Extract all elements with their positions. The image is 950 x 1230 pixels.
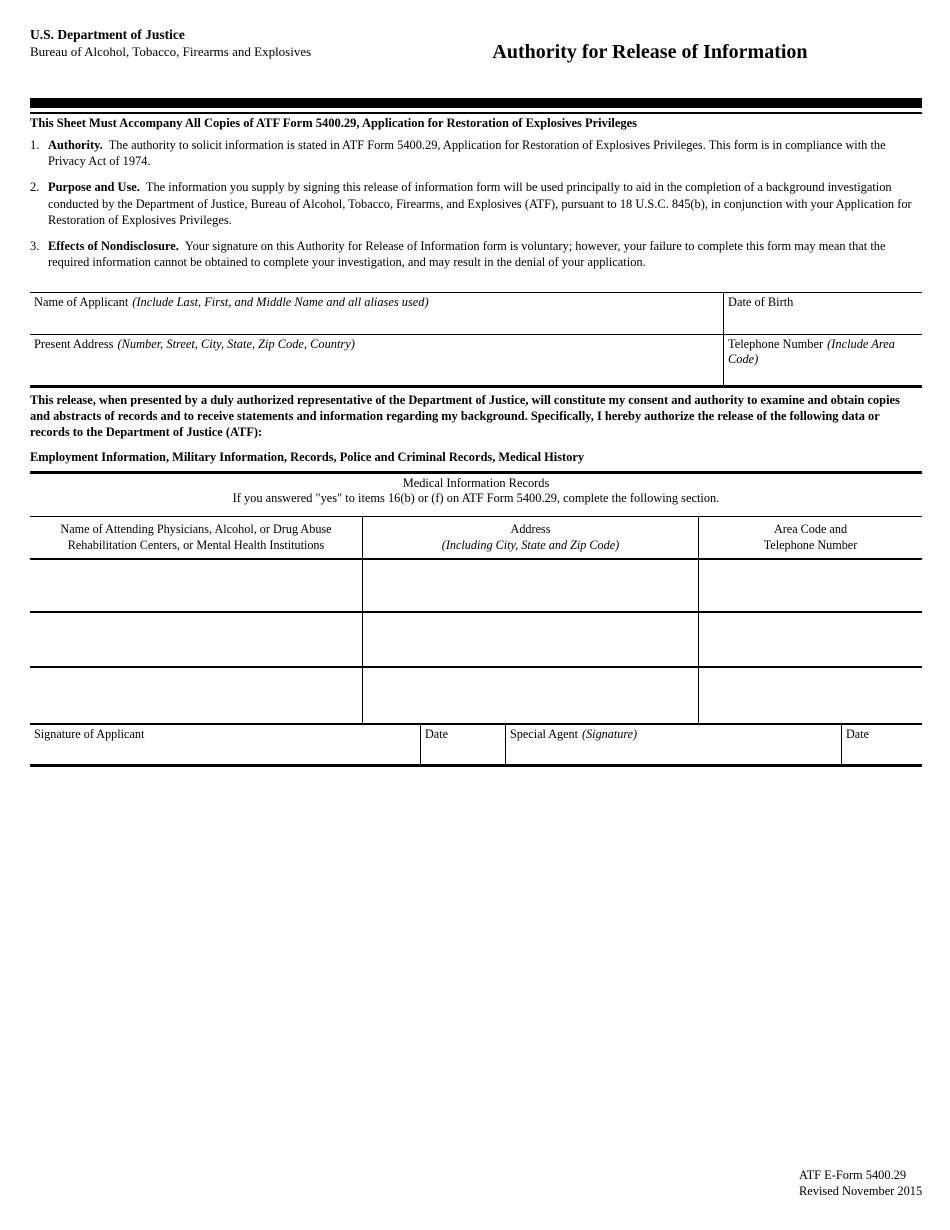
physician-name-cell[interactable] <box>30 668 363 723</box>
instruction-number: 3. <box>30 239 40 254</box>
instruction-text: The information you supply by signing this release of information form will be used principally to aid in the completion of a background investigation conducted by the Department of Justice, Bureau of Alcohol, Tobacco, Firearms, and Explosives (ATF), pursuant to 18 U.S.C. 845(b), in conjunction with your Application for Restoration of Explosives Privileges. <box>48 180 912 227</box>
medical-table-row <box>30 668 922 725</box>
telephone-number-label: Telephone Number <box>728 337 824 351</box>
form-footer <box>799 1167 922 1199</box>
instruction-item-nondisclosure <box>30 238 922 270</box>
agency-header <box>30 26 311 60</box>
column-header-line: Address <box>510 522 551 536</box>
physician-name-cell[interactable] <box>30 613 363 666</box>
instruction-lead: Purpose and Use. <box>48 180 140 195</box>
instruction-lead: Effects of Nondisclosure. <box>48 239 179 254</box>
column-header-line: Rehabilitation Centers, or Mental Health Institutions <box>67 538 325 552</box>
instruction-text: The authority to solicit information is stated in ATF Form 5400.29, Application for Restoration of Explosives Privileges. This form is in compliance with the Privacy Act of 1974. <box>48 138 886 169</box>
section-divider-rule <box>30 471 922 474</box>
special-agent-signature-field[interactable] <box>506 725 842 764</box>
column-header-physician <box>30 517 363 558</box>
instruction-number: 1. <box>30 138 40 152</box>
table-row <box>30 335 922 388</box>
date-of-birth-label: Date of Birth <box>728 295 794 309</box>
signature-row <box>30 725 922 767</box>
instruction-number: 2. <box>30 180 40 195</box>
medical-table-header-row <box>30 517 922 560</box>
physician-address-cell[interactable] <box>363 560 699 611</box>
special-agent-hint: (Signature) <box>582 727 638 741</box>
physician-address-cell[interactable] <box>363 613 699 666</box>
agency-name: U.S. Department of Justice <box>30 27 185 42</box>
name-of-applicant-field[interactable] <box>30 293 724 334</box>
bureau-name: Bureau of Alcohol, Tobacco, Firearms and Explosives <box>30 44 312 59</box>
page-title: Authority for Release of Information <box>492 41 808 63</box>
physician-address-cell[interactable] <box>363 668 699 723</box>
applicant-signature-field[interactable] <box>30 725 421 764</box>
medical-section-instruction: If you answered "yes" to items 16(b) or (f) on ATF Form 5400.29, complete the following section. <box>232 491 720 505</box>
special-agent-label: Special Agent <box>510 727 579 741</box>
column-header-line: Telephone Number <box>763 538 858 552</box>
applicant-signature-date-field[interactable] <box>421 725 506 764</box>
instruction-item-authority <box>30 137 922 169</box>
accompany-notice: This Sheet Must Accompany All Copies of ATF Form 5400.29, Application for Restoration of Explosives Privileges <box>30 116 638 130</box>
release-categories: Employment Information, Military Information, Records, Police and Criminal Records, Medical History <box>30 450 585 464</box>
applicant-signature-label: Signature of Applicant <box>34 727 145 741</box>
form-number: ATF E-Form 5400.29 <box>799 1168 907 1182</box>
column-header-line: Area Code and <box>773 522 848 536</box>
top-rule <box>30 112 922 114</box>
table-row <box>30 293 922 335</box>
release-statement: This release, when presented by a duly authorized representative of the Department of Justice, will constitute my consent and authority to examine and obtain copies and abstracts of records and to receive statements and information regarding my background. Specifically, I hereby authorize the release of the following data or records to the Department of Justice (ATF): <box>30 393 900 439</box>
special-agent-date-label: Date <box>846 727 870 741</box>
column-header-address <box>363 517 699 558</box>
telephone-number-field[interactable] <box>724 335 922 385</box>
column-header-hint: (Including City, State and Zip Code) <box>441 538 620 552</box>
name-of-applicant-label: Name of Applicant <box>34 295 129 309</box>
instruction-item-purpose <box>30 179 922 228</box>
instructions-list <box>30 137 922 280</box>
physician-phone-cell[interactable] <box>699 560 922 611</box>
date-of-birth-field[interactable] <box>724 293 922 334</box>
medical-table-row <box>30 560 922 613</box>
medical-table-row <box>30 613 922 668</box>
physician-phone-cell[interactable] <box>699 668 922 723</box>
instruction-lead: Authority. <box>48 138 103 152</box>
column-header-phone <box>699 517 922 558</box>
form-revision-date: Revised November 2015 <box>799 1184 923 1198</box>
name-of-applicant-hint: (Include Last, First, and Middle Name and all aliases used) <box>132 295 429 309</box>
present-address-hint: (Number, Street, City, State, Zip Code, Country) <box>117 337 355 351</box>
column-header-line: Name of Attending Physicians, Alcohol, or Drug Abuse <box>60 522 332 536</box>
applicant-info-table <box>30 292 922 388</box>
instruction-text: Your signature on this Authority for Release of Information form is voluntary; however, your failure to complete this form may mean that the required information cannot be obtained to complete your investigation, and may result in the denial of your application. <box>48 239 886 270</box>
physician-phone-cell[interactable] <box>699 613 922 666</box>
special-agent-date-field[interactable] <box>842 725 922 764</box>
present-address-label: Present Address <box>34 337 114 351</box>
medical-section-title: Medical Information Records <box>402 476 550 490</box>
medical-records-table <box>30 516 922 767</box>
physician-name-cell[interactable] <box>30 560 363 611</box>
applicant-signature-date-label: Date <box>425 727 449 741</box>
top-black-bar <box>30 98 922 108</box>
present-address-field[interactable] <box>30 335 724 385</box>
telephone-number-hint: (Include Area Code) <box>728 337 895 366</box>
